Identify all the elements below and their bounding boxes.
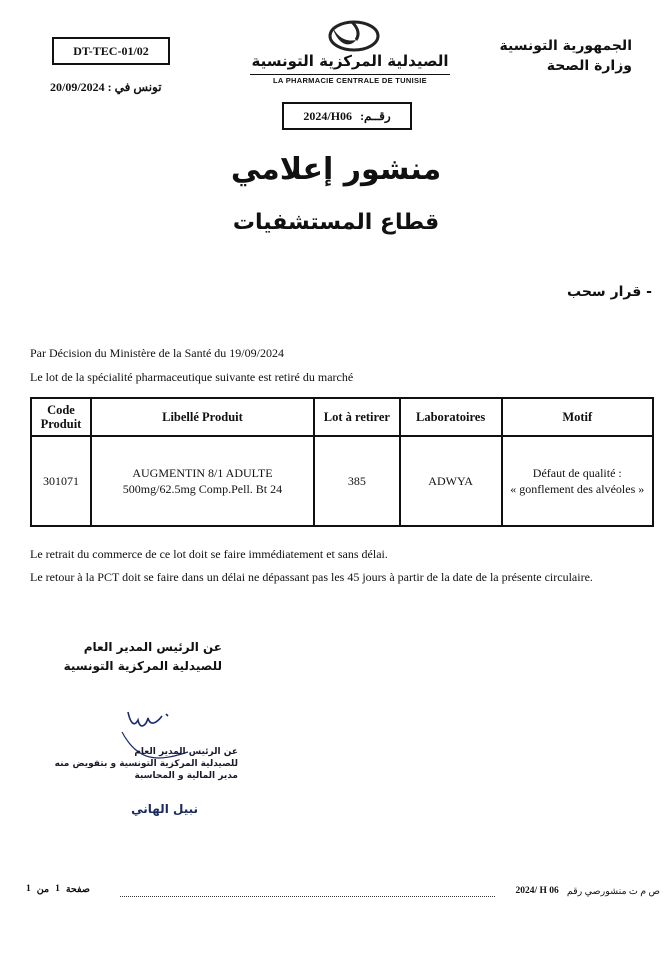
col-header-libelle: Libellé Produit: [91, 398, 314, 436]
page-of-label: من: [36, 885, 50, 895]
signature-stamp: [38, 702, 238, 822]
cell-motif: [502, 436, 653, 526]
footer-reference: [516, 886, 660, 897]
pct-emblem-icon: [320, 18, 380, 52]
page-title: منشور إعلامي: [230, 152, 442, 187]
logo-french-text: LA PHARMACIE CENTRALE DE TUNISIE: [250, 74, 450, 85]
stamp-line-3: مدير المالية و المحاسبة: [134, 771, 238, 781]
document-date: تونس في : 20/09/2024: [50, 80, 162, 94]
table-row: [31, 436, 653, 526]
instruction-paragraph-2: Le retour à la PCT doit se faire dans un délai ne dépassant pas les 45 jours à partir de la date de la présente circulaire.: [30, 570, 593, 584]
page-counter: [26, 884, 90, 895]
col-header-laboratoires: Laboratoires: [400, 398, 502, 436]
page-subtitle: قطاع المستشفيات: [232, 210, 440, 235]
pct-logo: [250, 18, 450, 88]
page-total: 1: [26, 884, 31, 894]
ministry-label: وزارة الصحة: [546, 58, 632, 74]
motif-line-2: « gonflement des alvéoles »: [510, 482, 645, 496]
reference-label: رقــم:: [360, 108, 391, 123]
footer-divider: [120, 896, 495, 897]
decision-heading: - قرار سحب: [567, 284, 652, 300]
logo-arabic-text: الصيدلية المركزية التونسية: [251, 52, 449, 70]
stamp-line-1: عن الرئيس المدير العام: [134, 747, 238, 757]
signature-heading: [64, 638, 222, 676]
recall-table: [30, 397, 654, 527]
table-header-row: [31, 398, 653, 436]
document-code: DT-TEC-01/02: [73, 43, 149, 58]
motif-line-1: Défaut de qualité :: [532, 466, 622, 480]
reference-box: [282, 102, 412, 130]
republic-label: الجمهورية التونسية: [499, 38, 632, 54]
ministry-header: [500, 36, 633, 76]
col-header-lot: Lot à retirer: [314, 398, 400, 436]
stamp-text: [55, 746, 238, 782]
page-number: 1: [55, 884, 60, 894]
document-code-box: [52, 37, 170, 65]
stamp-line-2: للصيدلية المركزية التونسية و بتفويض منه: [54, 759, 238, 769]
reference-value: 2024/H06: [303, 108, 353, 123]
intro-line-1: Par Décision du Ministère de la Santé du 19/09/2024: [30, 346, 284, 360]
cell-lot: 385: [314, 436, 400, 526]
col-header-code: Code Produit: [31, 398, 91, 436]
page-label: صفحة: [65, 885, 90, 895]
signatory-name: نبيل الهاني: [131, 802, 198, 816]
cell-code: 301071: [31, 436, 91, 526]
libelle-line-1: AUGMENTIN 8/1 ADULTE: [132, 466, 273, 480]
intro-line-2: Le lot de la spécialité pharmaceutique suivante est retiré du marché: [30, 370, 354, 384]
signature-line-2: للصيدلية المركزية التونسية: [63, 659, 222, 673]
footer-ref-value: 2024/ H 06: [515, 886, 559, 896]
cell-libelle: [91, 436, 314, 526]
col-header-motif: Motif: [502, 398, 653, 436]
cell-laboratoire: ADWYA: [400, 436, 502, 526]
signature-line-1: عن الرئيس المدير العام: [83, 640, 222, 654]
libelle-line-2: 500mg/62.5mg Comp.Pell. Bt 24: [122, 482, 283, 496]
instruction-paragraph-1: Le retrait du commerce de ce lot doit se faire immédiatement et sans délai.: [30, 547, 388, 561]
footer-ref-label: ص م ت منشورصي رقم: [566, 887, 660, 897]
